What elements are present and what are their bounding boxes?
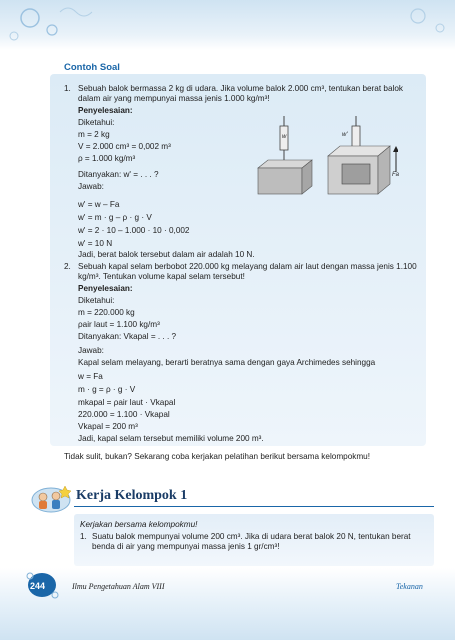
example-1-known-label: Diketahui: — [78, 118, 115, 127]
label-w-prime: w' — [342, 132, 348, 138]
example-1-number: 1. — [64, 84, 71, 93]
example-2-answer-label: Jawab: — [78, 346, 104, 355]
example-2-known-label: Diketahui: — [78, 296, 115, 305]
example-1-step-4: w' = 10 N — [78, 239, 113, 248]
example-2-explanation: Kapal selam melayang, berarti beratnya sama dengan gaya Archimedes sehingga — [78, 358, 376, 367]
example-1-step-2: w' = m · g – ρ · g · V — [78, 213, 152, 222]
group-work-icon — [30, 484, 72, 514]
page-number: 244 — [30, 581, 46, 591]
example-2-asked: Ditanyakan: Vkapal = . . . ? — [78, 332, 177, 341]
example-1-volume: V = 2.000 cm³ = 0,002 m³ — [78, 142, 171, 151]
example-2-step-5: Vkapal = 200 m³ — [78, 422, 138, 431]
kerja-kelompok-item-number: 1. — [80, 532, 87, 541]
example-2-solution-label: Penyelesaian: — [78, 284, 133, 293]
label-w: w — [282, 134, 287, 140]
label-fa: Fa — [392, 172, 400, 178]
title-divider — [74, 506, 434, 507]
example-1-asked: Ditanyakan: w' = . . . ? — [78, 170, 159, 179]
chapter-title: Tekanan — [396, 582, 423, 591]
example-2-step-4: 220.000 = 1.100 · Vkapal — [78, 410, 170, 419]
example-2-step-3: mkapal = ρair laut · Vkapal — [78, 398, 176, 407]
example-1-solution-label: Penyelesaian: — [78, 106, 133, 115]
example-1-step-3: w' = 2 · 10 – 1.000 · 10 · 0,002 — [78, 226, 190, 235]
spring-balance-illustration — [250, 116, 398, 196]
example-2-conclusion: Jadi, kapal selam tersebut memiliki volume 200 m³. — [78, 434, 264, 443]
example-2-question: Sebuah kapal selam berbobot 220.000 kg melayang dalam air laut dengan massa jenis 1.100 kg/m³. Tentukan volume kapal selam tersebut! — [78, 262, 417, 281]
example-2-mass: m = 220.000 kg — [78, 308, 135, 317]
example-1-density: ρ = 1.000 kg/m³ — [78, 154, 136, 163]
decorative-bubbles-icon — [0, 0, 455, 50]
kerja-kelompok-item: Suatu balok mempunyai volume 200 cm³. Jika di udara berat balok 20 N, tentukan berat benda di air yang mempunyai massa jenis 1 gr/cm³! — [92, 532, 411, 551]
example-2-density: ρair laut = 1.100 kg/m³ — [78, 320, 160, 329]
section-title: Contoh Soal — [64, 62, 120, 73]
example-2-step-1: w = Fa — [78, 372, 103, 381]
example-1-step-1: w' = w – Fa — [78, 200, 120, 209]
kerja-kelompok-title: Kerja Kelompok 1 — [76, 488, 188, 503]
header-band — [0, 0, 455, 50]
example-1-mass: m = 2 kg — [78, 130, 110, 139]
example-1-answer-label: Jawab: — [78, 182, 104, 191]
example-2-number: 2. — [64, 262, 71, 271]
closing-text: Tidak sulit, bukan? Sekarang coba kerjakan pelatihan berikut bersama kelompokmu! — [64, 452, 370, 461]
example-2-step-2: m · g = ρ · g · V — [78, 385, 136, 394]
example-1-conclusion: Jadi, berat balok tersebut dalam air adalah 10 N. — [78, 250, 255, 259]
footer-band — [0, 568, 455, 640]
book-title: Ilmu Pengetahuan Alam VIII — [72, 582, 165, 591]
example-1-question: Sebuah balok bermassa 2 kg di udara. Jika volume balok 2.000 cm³, tentukan berat balok dalam air yang mempunyai massa jenis 1.000 kg/m³! — [78, 84, 403, 103]
kerja-kelompok-instruction: Kerjakan bersama kelompokmu! — [80, 520, 198, 529]
